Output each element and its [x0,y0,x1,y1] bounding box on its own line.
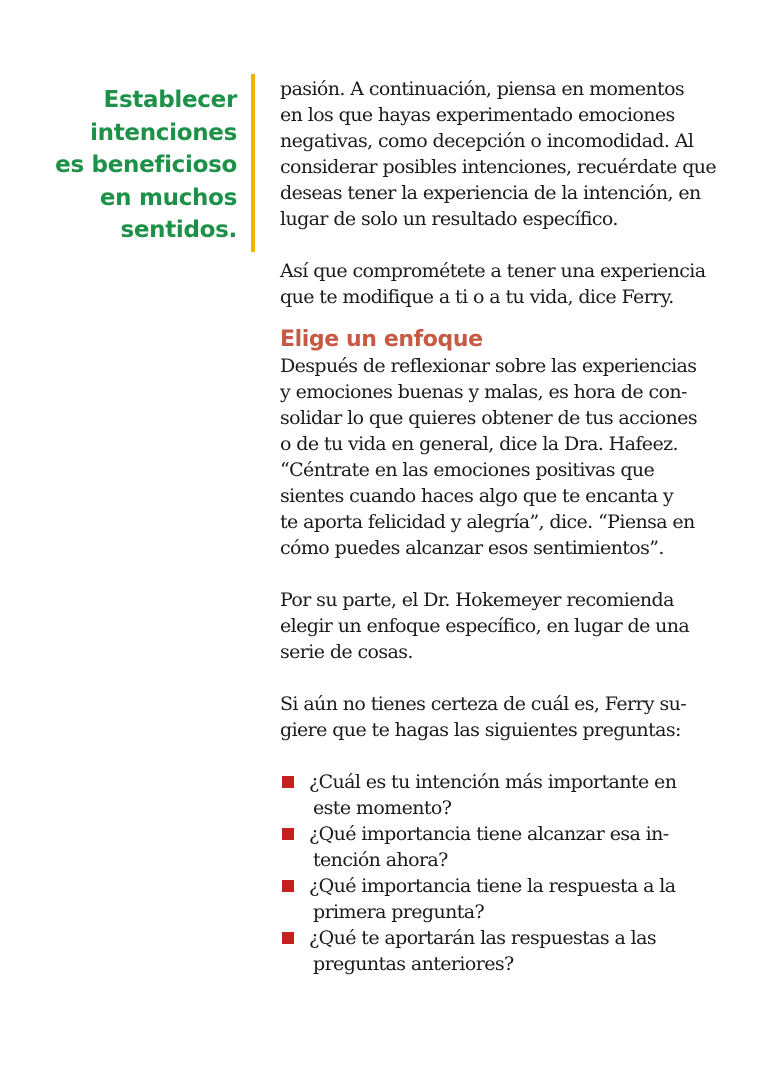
list-item [280,821,730,873]
text-line: considerar posibles intenciones, recuérdate que [280,156,717,178]
text-line: serie de cosas. [280,641,413,663]
square-bullet-icon [282,932,294,944]
text-line: lugar de solo un resultado específico. [280,208,618,230]
list-item-text: este momento? [313,797,452,819]
question-list [280,769,730,977]
list-item-text: ¿Qué importancia tiene alcanzar esa in- [309,823,669,845]
text-line: “Céntrate en las emociones positivas que [280,459,655,481]
text-line: Por su parte, el Dr. Hokemeyer recomienda [280,589,674,611]
text-line: cómo puedes alcanzar esos sentimientos”. [280,537,664,559]
list-item [280,873,730,925]
list-item-text: ¿Qué te aportarán las respuestas a las [309,927,657,949]
pull-quote-line: en muchos [99,184,237,211]
text-line: que te modifique a ti o a tu vida, dice Ferry. [280,286,674,308]
text-line: giere que te hagas las siguientes preguntas: [280,719,681,741]
list-item [280,769,730,821]
text-line: en los que hayas experimentado emociones [280,104,675,126]
square-bullet-icon [282,776,294,788]
text-line: Después de reflexionar sobre las experiencias [280,355,697,377]
text-line: solidar lo que quieres obtener de tus acciones [280,407,697,429]
text-line: sientes cuando haces algo que te encanta y [280,485,674,507]
list-item-text: preguntas anteriores? [313,953,514,975]
pull-quote-line: es beneficioso [55,152,237,178]
pull-quote-line: intenciones [90,119,237,146]
text-line: deseas tener la experiencia de la intención, en [280,182,701,204]
text-line: Si aún no tienes certeza de cuál es, Ferry su- [280,693,687,715]
text-line: o de tu vida en general, dice la Dra. Hafeez. [280,433,678,455]
text-line: y emociones buenas y malas, es hora de con- [280,381,687,403]
text-line: pasión. A continuación, piensa en momentos [280,78,685,100]
paragraph-gap [280,232,730,258]
list-item-text: ¿Qué importancia tiene la respuesta a la [309,875,676,897]
square-bullet-icon [282,880,294,892]
square-bullet-icon [282,828,294,840]
list-item-text: tención ahora? [313,849,448,871]
paragraph-4 [280,587,730,665]
pull-quote-divider [251,74,255,252]
list-item-text: ¿Cuál es tu intención más importante en [309,771,677,793]
pull-quote-line: Establecer [103,87,237,113]
paragraph-5 [280,691,730,743]
text-line: Así que comprométete a tener una experiencia [280,260,706,282]
list-item [280,925,730,977]
article-column [280,76,730,977]
paragraph-2 [280,258,730,310]
section-heading: Elige un enfoque [280,327,483,352]
paragraph-1 [280,76,730,232]
paragraph-gap [280,665,730,691]
text-line: negativas, como decepción o incomodidad. Al [280,130,694,152]
text-line: te aporta felicidad y alegría”, dice. “Piensa en [280,511,695,533]
list-item-text: primera pregunta? [313,901,485,923]
paragraph-gap [280,561,730,587]
pull-quote-line: sentidos. [120,217,237,243]
text-line: elegir un enfoque específico, en lugar de una [280,615,690,637]
paragraph-gap [280,743,730,769]
paragraph-3 [280,353,730,561]
pull-quote [40,84,237,247]
